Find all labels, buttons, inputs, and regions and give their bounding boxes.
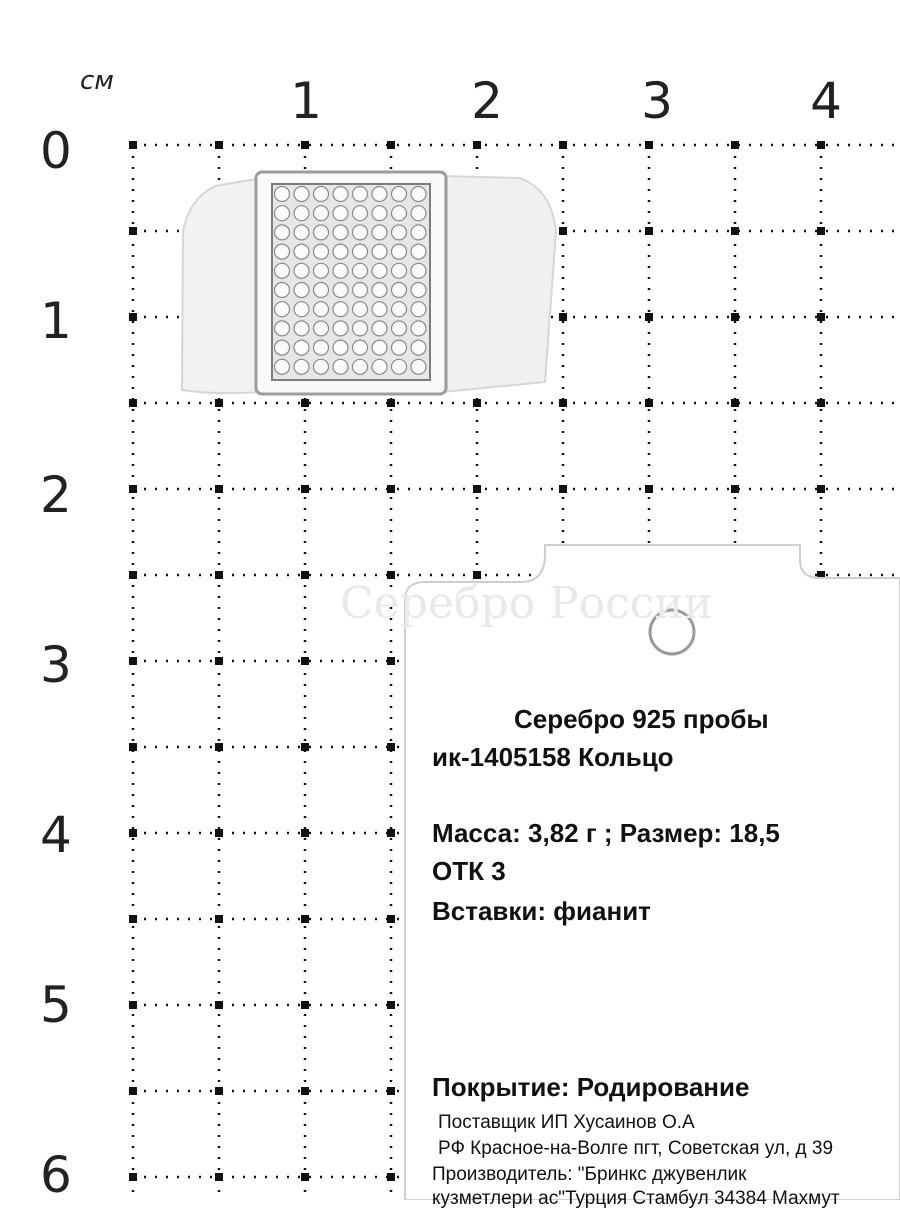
grid-node	[129, 743, 137, 751]
grid-node	[731, 227, 739, 235]
tag-manufacturer-line: Производитель: "Бринкс джувенлик	[432, 1164, 747, 1185]
stone	[275, 263, 290, 278]
grid-node	[129, 657, 137, 665]
grid-node	[817, 399, 825, 407]
grid-node	[817, 141, 825, 149]
stone	[294, 263, 309, 278]
grid-node	[817, 485, 825, 493]
stone	[353, 359, 368, 374]
stone	[392, 340, 407, 355]
grid-node	[301, 1001, 309, 1009]
stone	[333, 321, 348, 336]
stone	[275, 187, 290, 202]
stone	[372, 263, 387, 278]
stone	[333, 283, 348, 298]
grid-node	[301, 915, 309, 923]
stone	[353, 225, 368, 240]
grid-node	[129, 1173, 137, 1181]
tag-manufacturer-line-2: кузметлери ас"Турция Стамбул 34384 Махмут	[432, 1188, 840, 1209]
grid-node	[645, 141, 653, 149]
grid-node	[817, 313, 825, 321]
stone	[294, 187, 309, 202]
stone	[353, 263, 368, 278]
grid-node	[645, 227, 653, 235]
grid-node	[301, 743, 309, 751]
stone	[411, 206, 426, 221]
grid-node	[645, 313, 653, 321]
stone	[411, 340, 426, 355]
stone	[275, 244, 290, 259]
stone	[411, 359, 426, 374]
stone	[333, 225, 348, 240]
stone	[353, 302, 368, 317]
stone	[411, 283, 426, 298]
grid-node	[215, 829, 223, 837]
stone	[411, 302, 426, 317]
grid-node	[387, 915, 395, 923]
grid-node	[473, 399, 481, 407]
stone	[353, 206, 368, 221]
stone	[411, 263, 426, 278]
x-tick-label: 3	[641, 72, 673, 130]
grid-node	[645, 485, 653, 493]
stone	[314, 359, 329, 374]
y-tick-label: 6	[40, 1146, 72, 1204]
grid-node	[301, 829, 309, 837]
grid-node	[731, 485, 739, 493]
stone	[353, 244, 368, 259]
grid-node	[215, 1087, 223, 1095]
grid-node	[301, 571, 309, 579]
grid-node	[215, 399, 223, 407]
stone	[275, 302, 290, 317]
grid-node	[129, 915, 137, 923]
stone	[275, 225, 290, 240]
stone	[372, 206, 387, 221]
stone	[314, 263, 329, 278]
grid-node	[387, 399, 395, 407]
stone	[294, 206, 309, 221]
grid-node	[129, 1001, 137, 1009]
stone	[294, 321, 309, 336]
stone	[392, 321, 407, 336]
grid-node	[129, 829, 137, 837]
stone	[333, 263, 348, 278]
grid-node	[387, 743, 395, 751]
stone	[314, 225, 329, 240]
stone	[314, 321, 329, 336]
x-tick-label: 1	[290, 72, 322, 130]
stone	[392, 187, 407, 202]
stone	[392, 302, 407, 317]
grid-node	[731, 313, 739, 321]
grid-node	[387, 1087, 395, 1095]
tag-otk-line: ОТК 3	[432, 856, 506, 886]
y-tick-label: 0	[40, 122, 72, 180]
stone	[353, 187, 368, 202]
grid-node	[559, 399, 567, 407]
stone	[353, 283, 368, 298]
stone	[353, 321, 368, 336]
stone	[294, 302, 309, 317]
grid-node	[645, 399, 653, 407]
grid-node	[215, 915, 223, 923]
stone	[333, 340, 348, 355]
grid-node	[387, 1001, 395, 1009]
stone	[275, 283, 290, 298]
stone	[333, 206, 348, 221]
stone	[372, 244, 387, 259]
stone	[372, 321, 387, 336]
stone	[353, 340, 368, 355]
stone	[294, 283, 309, 298]
tag-weight-size-line: Масса: 3,82 г ; Размер: 18,5	[432, 818, 780, 848]
stone	[411, 187, 426, 202]
grid-node	[559, 227, 567, 235]
stone	[314, 187, 329, 202]
grid-node	[387, 1173, 395, 1181]
grid-node	[215, 141, 223, 149]
stone	[372, 187, 387, 202]
grid-node	[129, 141, 137, 149]
grid-node	[387, 141, 395, 149]
ring-band-left	[182, 178, 262, 393]
grid-node	[387, 829, 395, 837]
y-tick-label: 2	[40, 466, 72, 524]
grid-node	[473, 485, 481, 493]
grid-node	[817, 227, 825, 235]
stone	[333, 359, 348, 374]
ring-band-right	[442, 176, 556, 392]
grid-node	[215, 571, 223, 579]
grid-node	[129, 399, 137, 407]
stone	[314, 244, 329, 259]
grid-node	[387, 485, 395, 493]
stone	[333, 187, 348, 202]
tag-metal-line: Серебро 925 пробы	[514, 704, 769, 734]
grid-node	[215, 1173, 223, 1181]
grid-node	[129, 313, 137, 321]
stone	[392, 283, 407, 298]
grid-node	[731, 399, 739, 407]
y-tick-label: 1	[40, 292, 72, 350]
grid-node	[129, 571, 137, 579]
x-tick-label: 4	[810, 72, 842, 130]
stone	[314, 302, 329, 317]
stone	[275, 340, 290, 355]
stone	[314, 340, 329, 355]
y-tick-label: 4	[40, 806, 72, 864]
stone	[372, 302, 387, 317]
grid-node	[129, 1087, 137, 1095]
tag-article-line: ик-1405158 Кольцо	[432, 742, 674, 772]
stone	[392, 206, 407, 221]
tag-coating-line: Покрытие: Родирование	[432, 1072, 750, 1102]
stone	[411, 321, 426, 336]
stone	[294, 244, 309, 259]
stone	[275, 206, 290, 221]
grid-node	[215, 1001, 223, 1009]
grid-node	[215, 743, 223, 751]
grid-node	[215, 657, 223, 665]
stone	[411, 244, 426, 259]
stone	[392, 225, 407, 240]
grid-node	[731, 141, 739, 149]
stone	[275, 321, 290, 336]
tag-inserts-line: Вставки: фианит	[432, 896, 651, 926]
grid-node	[559, 485, 567, 493]
grid-node	[473, 141, 481, 149]
stone	[372, 340, 387, 355]
stone	[392, 244, 407, 259]
grid-node	[387, 657, 395, 665]
grid-node	[301, 399, 309, 407]
stone	[294, 359, 309, 374]
grid-node	[215, 485, 223, 493]
grid-node	[301, 657, 309, 665]
stone	[275, 359, 290, 374]
stone	[411, 225, 426, 240]
grid-node	[301, 1087, 309, 1095]
x-tick-label: 2	[471, 72, 503, 130]
stone	[314, 283, 329, 298]
grid-node	[129, 227, 137, 235]
stone	[333, 244, 348, 259]
stone	[372, 225, 387, 240]
ring-photo	[182, 172, 556, 394]
stone	[294, 340, 309, 355]
grid-node	[301, 141, 309, 149]
watermark-text: Серебро России	[340, 578, 714, 629]
tag-address-line: РФ Красное-на-Волге пгт, Советская ул, д 39	[438, 1138, 834, 1159]
grid-node	[559, 141, 567, 149]
stone	[392, 359, 407, 374]
y-tick-label: 5	[40, 976, 72, 1034]
stone	[314, 206, 329, 221]
stone	[372, 359, 387, 374]
stone	[294, 225, 309, 240]
grid-node	[301, 485, 309, 493]
grid-node	[129, 485, 137, 493]
y-tick-label: 3	[40, 636, 72, 694]
grid-node	[559, 313, 567, 321]
stone	[392, 263, 407, 278]
grid-node	[301, 1173, 309, 1181]
ruler-unit-label: см	[80, 66, 114, 96]
tag-supplier-line: Поставщик ИП Хусаинов О.А	[438, 1112, 695, 1133]
stone	[333, 302, 348, 317]
stone	[372, 283, 387, 298]
